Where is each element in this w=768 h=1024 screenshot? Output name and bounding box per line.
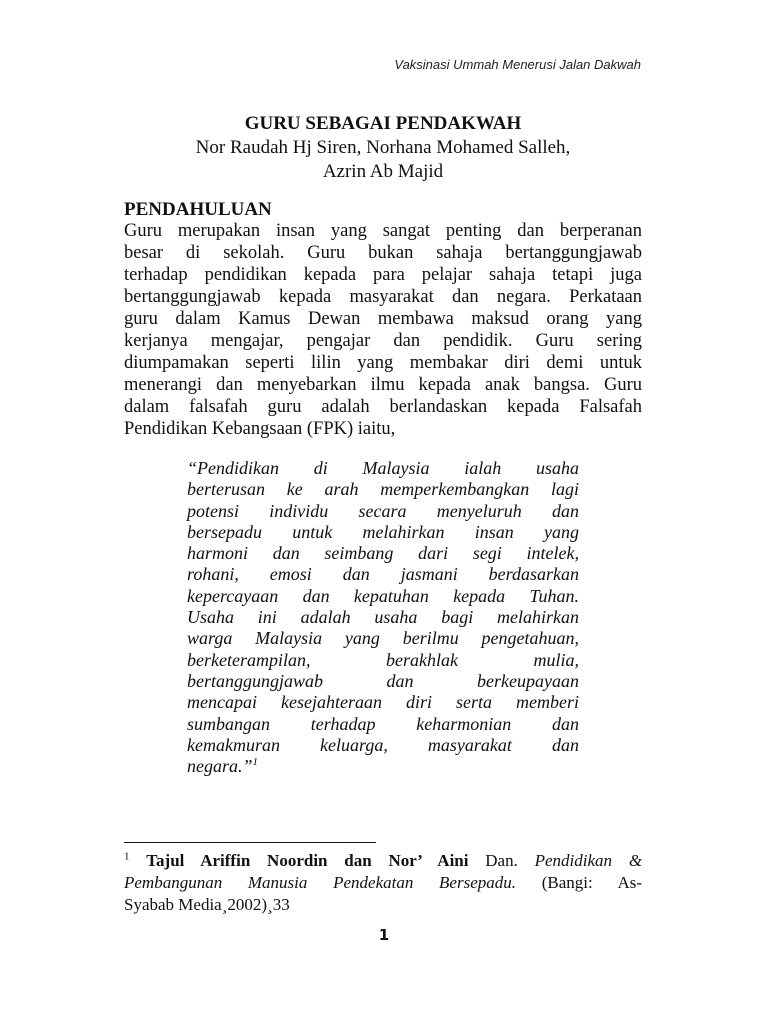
paragraph-line: dalam falsafah guru adalah berlandaskan kepada Falsafah <box>124 397 642 417</box>
footnote-dan: Dan. <box>485 851 518 870</box>
quote-line: warga Malaysia yang berilmu pengetahuan, <box>187 628 579 649</box>
paragraph-line: besar di sekolah. Guru bukan sahaja bertanggungjawab <box>124 243 642 263</box>
quote-line: rohani, emosi dan jasmani berdasarkan <box>187 564 579 585</box>
paragraph-line: Guru merupakan insan yang sangat penting dan berperanan <box>124 221 642 241</box>
footnote-publisher-part2: Syabab Media¸2002)¸33 <box>124 895 290 914</box>
block-quote <box>187 458 579 777</box>
paragraph-line: bertanggungjawab kepada masyarakat dan negara. Perkataan <box>124 287 642 307</box>
footnote-reference[interactable]: 1 <box>252 756 259 769</box>
paragraph-line: menerangi dan menyebarkan ilmu kepada anak bangsa. Guru <box>124 375 642 395</box>
quote-line: potensi individu secara menyeluruh dan <box>187 500 579 521</box>
footnote-line <box>124 872 642 894</box>
title-block <box>124 112 642 184</box>
article-title: GURU SEBAGAI PENDAKWAH <box>244 113 522 134</box>
quote-line: bersepadu untuk melahirkan insan yang <box>187 521 579 542</box>
paragraph-line: Pendidikan Kebangsaan (FPK) iaitu, <box>124 419 396 439</box>
footnote-line <box>124 894 642 916</box>
body-paragraph <box>124 220 642 440</box>
authors-line-1: Nor Raudah Hj Siren, Norhana Mohamed Salleh, <box>195 137 571 158</box>
quote-line: “Pendidikan di Malaysia ialah usaha <box>187 458 579 478</box>
quote-line: sumbangan terhadap keharmonian dan <box>187 713 579 734</box>
paragraph-line: terhadap pendidikan kepada para pelajar sahaja tetapi juga <box>124 265 642 285</box>
footnote-title-part1: Pendidikan & <box>534 851 643 870</box>
quote-line: negara.” <box>187 756 253 777</box>
authors-line-2: Azrin Ab Majid <box>322 161 444 182</box>
page-number: 1 <box>378 926 390 944</box>
quote-line: berterusan ke arah memperkembangkan lagi <box>187 479 579 500</box>
footnote-publisher-part1: (Bangi: As- <box>541 873 643 892</box>
section-heading: PENDAHULUAN <box>124 199 272 220</box>
quote-line: bertanggungjawab dan berkeupayaan <box>187 670 579 691</box>
footnote <box>124 850 642 916</box>
footnote-title-part2: Pembangunan Manusia Pendekatan Bersepadu. <box>124 873 516 892</box>
paragraph-line: kerjanya mengajar, pengajar dan pendidik. Guru sering <box>124 331 642 351</box>
quote-line: harmoni dan seimbang dari segi intelek, <box>187 543 579 564</box>
quote-last-line <box>187 756 579 777</box>
quote-line: mencapai kesejahteraan diri serta memberi <box>187 692 579 713</box>
paragraph-line: guru dalam Kamus Dewan membawa maksud orang yang <box>124 309 642 329</box>
quote-line: kemakmuran keluarga, masyarakat dan <box>187 734 579 755</box>
footnote-author: Tajul Ariffin Noordin dan Nor’ Aini <box>146 851 469 870</box>
running-header: Vaksinasi Ummah Menerusi Jalan Dakwah <box>394 57 641 72</box>
quote-line: Usaha ini adalah usaha bagi melahirkan <box>187 607 579 628</box>
footnote-divider <box>124 842 376 843</box>
footnote-line <box>124 850 642 872</box>
footnote-number: 1 <box>124 850 130 863</box>
paragraph-line: diumpamakan seperti lilin yang membakar diri demi untuk <box>124 353 642 373</box>
quote-line: kepercayaan dan kepatuhan kepada Tuhan. <box>187 585 579 606</box>
quote-line: berketerampilan, berakhlak mulia, <box>187 649 579 670</box>
